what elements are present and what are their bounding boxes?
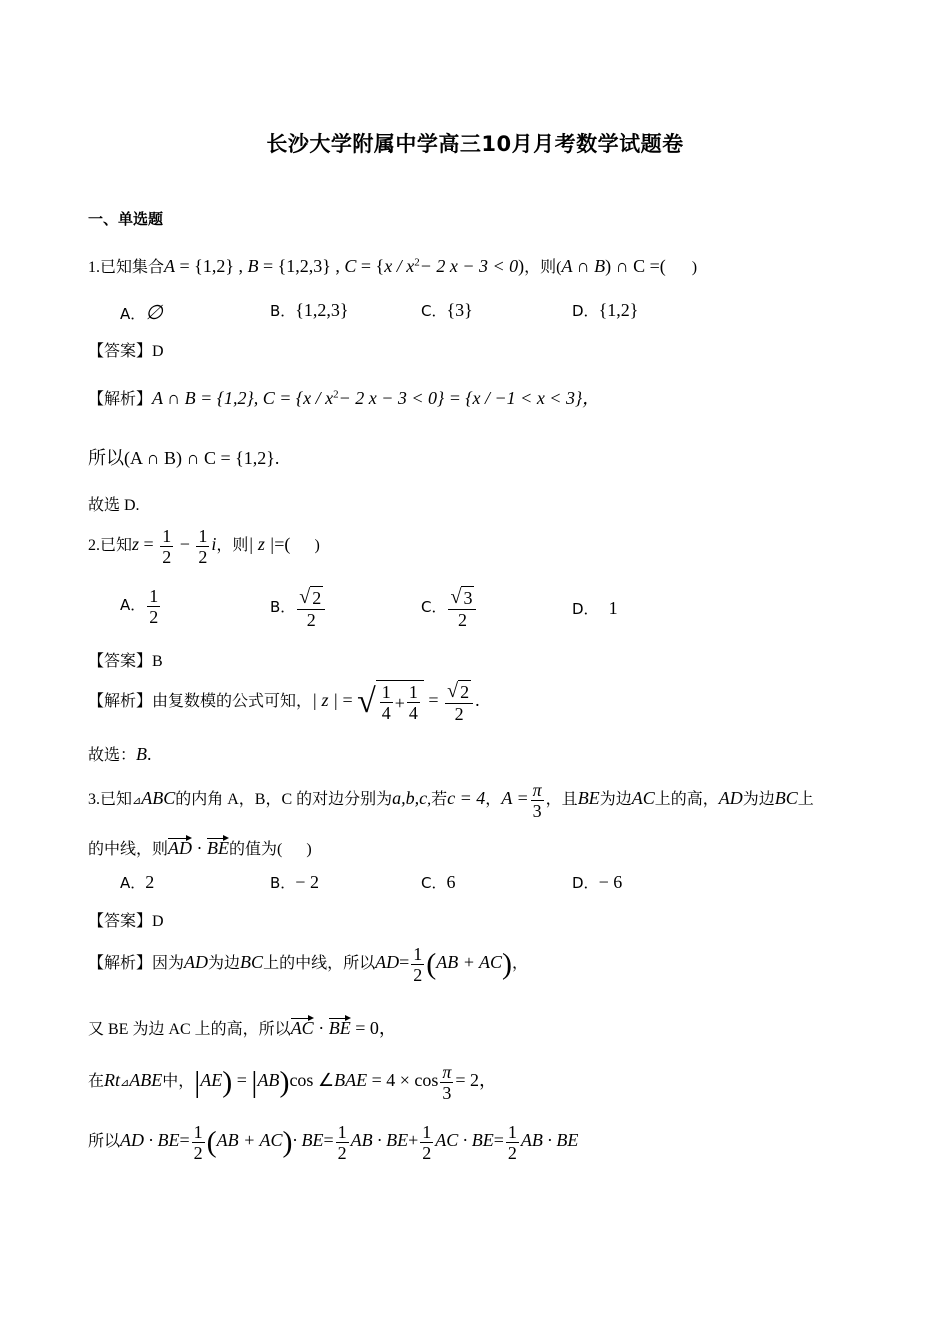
option-value: − 2 bbox=[295, 872, 319, 892]
q1-set-c-body: x / x bbox=[384, 256, 415, 276]
analysis-text: 故选 D. bbox=[88, 497, 140, 514]
vector-ac: AC bbox=[290, 1018, 314, 1038]
q3-answer bbox=[88, 908, 164, 931]
numerator: 1 bbox=[413, 944, 423, 964]
radicand: 2 bbox=[312, 588, 322, 609]
choose-value: B bbox=[136, 744, 148, 764]
numerator: 1 bbox=[149, 586, 159, 606]
analysis-text: 中， bbox=[162, 1073, 195, 1091]
denominator: 2 bbox=[337, 1143, 347, 1163]
q1-answer bbox=[88, 338, 164, 361]
q3-text: ) bbox=[306, 841, 312, 858]
q2-option-a bbox=[120, 586, 162, 627]
q3-option-c bbox=[421, 872, 455, 893]
radicand: 2 bbox=[460, 682, 470, 703]
denominator: 3 bbox=[442, 1083, 452, 1103]
q3-text: 的值为( bbox=[229, 841, 283, 858]
denominator: 2 bbox=[198, 547, 208, 567]
numerator: 1 bbox=[381, 682, 391, 703]
analysis-text: 所以(A ∩ B) ∩ C = {1,2}. bbox=[88, 448, 280, 468]
numerator: 1 bbox=[193, 1122, 203, 1142]
q3-math: AB · BE bbox=[350, 1130, 409, 1151]
q3-math: AC bbox=[631, 788, 655, 809]
equals: = bbox=[179, 1130, 190, 1151]
q2-modulus: | z | bbox=[312, 689, 338, 710]
denominator: 4 bbox=[408, 703, 418, 724]
q1-expr-tail: ) ∩ C =( bbox=[605, 256, 666, 276]
answer-value: B bbox=[152, 653, 163, 670]
option-value: {1,2,3} bbox=[295, 300, 349, 320]
q3-math: AD bbox=[184, 952, 209, 973]
q2-fraction-imag bbox=[196, 526, 209, 567]
q1-set-a: A bbox=[164, 256, 176, 276]
radical-icon: √ bbox=[299, 586, 311, 609]
q2-choose bbox=[88, 742, 152, 765]
q3-analysis-line-1: 【解析】因为AD为边BC上的中线，所以AD= $\frac{1}{2}$ (AB + AC)， bbox=[88, 944, 529, 985]
q3-analysis-line-3: 在Rt⊿ABE中，|AE) = |AB)cos ∠BAE = 4 × cos $\frac{\pi}{3}$ = 2， bbox=[88, 1062, 498, 1103]
sqrt-symbol bbox=[450, 586, 474, 609]
q2-option-b bbox=[270, 586, 327, 630]
analysis-text: 由复数模的公式可知， bbox=[152, 692, 313, 710]
angle-icon: ∠ bbox=[317, 1070, 335, 1091]
q3-analysis-line-4: 所以AD · BE= $\frac{1}{2}$ (AB + AC)· BE= $\frac{1}{2}$ AB · BE+ $\frac{1}{2}$ AC · BE= $\frac{1}{2}$ AB · BE bbox=[88, 1122, 579, 1163]
q3-math: = 2， bbox=[455, 1070, 498, 1091]
equals: = bbox=[399, 952, 410, 973]
q2-then: ，则 bbox=[216, 537, 249, 555]
fraction bbox=[445, 680, 473, 724]
q2-analysis: 【解析】由复数模的公式可知，| z | = √ $\frac{1}{4}$ + $\frac{1}{4}$ = √ 2 2 . bbox=[88, 680, 480, 725]
q1-set-c-tail: − 2 x − 3 < 0 bbox=[419, 256, 519, 276]
fraction bbox=[407, 682, 420, 723]
option-value: {1,2} bbox=[598, 300, 639, 320]
q3-math: AE bbox=[200, 1070, 223, 1091]
q3-text: ， bbox=[485, 791, 502, 809]
analysis-label: 【解析】 bbox=[88, 955, 153, 973]
q2-fraction-real bbox=[160, 526, 173, 567]
vector-ad: AD bbox=[168, 838, 193, 858]
option-label: C． bbox=[421, 302, 447, 320]
q3-text: 为边 bbox=[742, 791, 775, 809]
answer-label: 【答案】 bbox=[88, 913, 153, 930]
q3-text: 的内角 A，B，C 的对边分别为 bbox=[175, 791, 393, 809]
q2-answer bbox=[88, 648, 163, 671]
option-label: A． bbox=[120, 305, 146, 323]
analysis-text: 在 bbox=[88, 1073, 105, 1091]
q1-option-b bbox=[270, 300, 349, 321]
denominator: 2 bbox=[162, 547, 172, 567]
q3-text: ,若 bbox=[427, 791, 448, 809]
q2-prefix: 2.已知 bbox=[88, 537, 133, 555]
option-value: − 6 bbox=[598, 872, 623, 892]
option-label: D． bbox=[572, 874, 599, 892]
option-value: 2 bbox=[145, 872, 155, 892]
denominator: 2 bbox=[457, 610, 467, 631]
vector-be: BE bbox=[207, 838, 230, 858]
q2-end: ) bbox=[314, 537, 320, 555]
q3-math: BAE bbox=[334, 1070, 368, 1091]
option-label: D． bbox=[572, 600, 599, 618]
denominator: 2 bbox=[306, 610, 316, 631]
q3-math: a,b,c bbox=[392, 788, 428, 809]
numerator: 1 bbox=[507, 1122, 517, 1142]
fraction bbox=[411, 944, 424, 985]
option-value: 6 bbox=[446, 872, 456, 892]
q1-then: ，则( bbox=[524, 259, 562, 276]
q2-eq: =( bbox=[274, 534, 291, 555]
analysis-text: 为边 bbox=[208, 955, 241, 973]
analysis-text: = 0， bbox=[355, 1018, 397, 1038]
q3-math: AD bbox=[375, 952, 400, 973]
q3-math: AB + AC bbox=[436, 952, 503, 973]
radical-icon: √ bbox=[447, 680, 459, 703]
option-label: A． bbox=[120, 596, 146, 615]
q2-z: z bbox=[132, 534, 140, 555]
option-label: C． bbox=[421, 597, 447, 616]
q1-end: ) bbox=[691, 259, 698, 276]
denominator: 2 bbox=[149, 607, 159, 627]
q3-text: 3.已知 bbox=[88, 791, 133, 809]
denominator: 2 bbox=[193, 1143, 203, 1163]
q1-set-a-values: 1,2 bbox=[202, 256, 226, 276]
option-label: B． bbox=[270, 597, 296, 616]
plus: + bbox=[408, 1130, 419, 1151]
triangle-icon: ⊿ bbox=[132, 795, 142, 808]
option-value: {3} bbox=[446, 300, 473, 320]
q3-option-a bbox=[120, 872, 154, 893]
option-fraction bbox=[448, 586, 476, 630]
fraction bbox=[192, 1122, 205, 1163]
cos-text: cos bbox=[289, 1070, 314, 1091]
question-1: 1.已知集合A = {1,2} , B = {1,2,3} , $C = \{x / x^2- 2$ x − 3 < 0)，则(A ∩ B) ∩ C =( ) bbox=[88, 256, 698, 276]
answer-label: 【答案】 bbox=[88, 653, 153, 670]
page-title: 长沙大学附属中学高三10月月考数学试题卷 bbox=[266, 132, 684, 156]
q2-i: i bbox=[211, 534, 217, 555]
q1-analysis-line-2 bbox=[88, 444, 279, 470]
q1-set-b: B bbox=[247, 256, 259, 276]
q2-modulus: | z | bbox=[248, 534, 275, 555]
equals: = bbox=[493, 1130, 504, 1151]
analysis-text: 上的中线，所以 bbox=[263, 955, 376, 973]
radical-icon: √ bbox=[450, 586, 462, 609]
answer-label: 【答案】 bbox=[88, 343, 153, 360]
q3-math: AC · BE bbox=[435, 1130, 494, 1151]
triangle-icon: ⊿ bbox=[120, 1077, 130, 1090]
answer-value: D bbox=[152, 343, 164, 360]
option-label: B． bbox=[270, 302, 296, 320]
option-label: D． bbox=[572, 302, 599, 320]
q3-text: 上 bbox=[797, 791, 814, 809]
answer-value: D bbox=[152, 913, 164, 930]
q1-analysis-math-tail: − 2 x − 3 < 0} = {x / −1 < x < 3}， bbox=[338, 388, 601, 408]
numerator: 1 bbox=[408, 682, 418, 703]
fraction bbox=[336, 1122, 349, 1163]
q3-math: AB + AC bbox=[216, 1130, 283, 1151]
fraction bbox=[440, 1062, 453, 1103]
q2-option-c bbox=[421, 586, 478, 630]
fraction bbox=[380, 682, 393, 723]
equals: = bbox=[323, 1130, 334, 1151]
q3-math: A = bbox=[501, 788, 529, 809]
denominator: 2 bbox=[507, 1143, 517, 1163]
q3-math: c = 4 bbox=[447, 788, 486, 809]
question-3-line-2 bbox=[88, 836, 312, 859]
option-fraction bbox=[297, 586, 325, 630]
q3-text: ，且 bbox=[545, 791, 578, 809]
question-2: 2.已知z = $\frac{1}{2}$ − $\frac{1}{2}$ i，则| z |=( ) bbox=[88, 526, 320, 567]
q1-set-b-values: 1,2,3 bbox=[286, 256, 323, 276]
q3-text: 为边 bbox=[599, 791, 632, 809]
q1-analysis-line-3 bbox=[88, 492, 140, 515]
choose-label: 故选： bbox=[88, 747, 137, 764]
period: . bbox=[147, 744, 152, 764]
q1-prefix: 1.已知集合 bbox=[88, 259, 165, 276]
q1-analysis-line-1: 【解析】A ∩ B = {1,2}, $C = \{x / x^2- 2$ x − 3 < 0} = {x / −1 < x < 3}， bbox=[88, 388, 601, 408]
numerator: π bbox=[442, 1062, 452, 1082]
option-value: 1 bbox=[608, 598, 618, 618]
q3-text: 的中线，则 bbox=[88, 841, 169, 858]
q1-analysis-math: A ∩ B = {1,2}, C = {x / x bbox=[152, 388, 334, 408]
numerator: π bbox=[532, 780, 542, 800]
option-label: A． bbox=[120, 874, 146, 892]
q1-expr: A ∩ B bbox=[561, 256, 606, 276]
analysis-text: 又 BE 为边 AC 上的高，所以 bbox=[88, 1021, 291, 1038]
q3-math: BC bbox=[774, 788, 798, 809]
q3-option-b bbox=[270, 872, 319, 893]
q3-math: AB bbox=[257, 1070, 280, 1091]
fraction bbox=[506, 1122, 519, 1163]
question-3-line-1 bbox=[88, 780, 814, 821]
denominator: 2 bbox=[413, 965, 423, 985]
q3-math: AD · BE bbox=[120, 1130, 180, 1151]
numerator: 1 bbox=[422, 1122, 432, 1142]
sqrt-symbol: √ $\frac{1}{4}$ + $\frac{1}{4}$ bbox=[357, 680, 424, 724]
q3-math: · BE bbox=[292, 1130, 324, 1151]
radical-icon: √ bbox=[357, 683, 376, 721]
q1-set-c: C bbox=[344, 256, 357, 276]
q3-math: AB · BE bbox=[520, 1130, 579, 1151]
denominator: 2 bbox=[454, 704, 464, 725]
q1-option-d bbox=[572, 300, 638, 321]
q1-option-c bbox=[421, 300, 473, 321]
numerator: 1 bbox=[337, 1122, 347, 1142]
option-label: B． bbox=[270, 874, 296, 892]
option-label: C． bbox=[421, 874, 447, 892]
numerator: 1 bbox=[162, 526, 172, 546]
period: . bbox=[475, 689, 480, 710]
sqrt-symbol bbox=[299, 586, 323, 609]
fraction bbox=[420, 1122, 433, 1163]
q3-math: BC bbox=[240, 952, 264, 973]
q3-math: Rt bbox=[104, 1070, 121, 1091]
denominator: 2 bbox=[422, 1143, 432, 1163]
q1-option-a bbox=[120, 300, 163, 325]
option-fraction bbox=[147, 586, 160, 627]
denominator: 3 bbox=[532, 801, 542, 821]
numerator: 1 bbox=[198, 526, 208, 546]
fraction bbox=[531, 780, 544, 821]
analysis-text: ， bbox=[512, 955, 529, 973]
q3-option-d bbox=[572, 872, 622, 893]
dot-operator: · bbox=[196, 838, 203, 858]
q2-option-d bbox=[572, 598, 618, 619]
denominator: 4 bbox=[381, 703, 391, 724]
analysis-label: 【解析】 bbox=[88, 391, 153, 408]
analysis-text: 所以 bbox=[88, 1133, 121, 1151]
analysis-text: 因为 bbox=[152, 955, 185, 973]
radicand: 3 bbox=[463, 588, 473, 609]
q3-math: = 4 × cos bbox=[371, 1070, 439, 1091]
q3-math: BE bbox=[577, 788, 600, 809]
dot-operator: · bbox=[318, 1018, 325, 1038]
empty-set-symbol: ∅ bbox=[145, 302, 163, 324]
q3-math: ABE bbox=[129, 1070, 163, 1091]
q3-math: AD bbox=[718, 788, 743, 809]
q3-analysis-line-2 bbox=[88, 1014, 397, 1040]
vector-be: BE bbox=[328, 1018, 351, 1038]
q3-math: ABC bbox=[141, 788, 176, 809]
q3-text: 上的高， bbox=[654, 791, 719, 809]
analysis-label: 【解析】 bbox=[88, 692, 153, 710]
section-heading: 一、单选题 bbox=[88, 210, 164, 228]
